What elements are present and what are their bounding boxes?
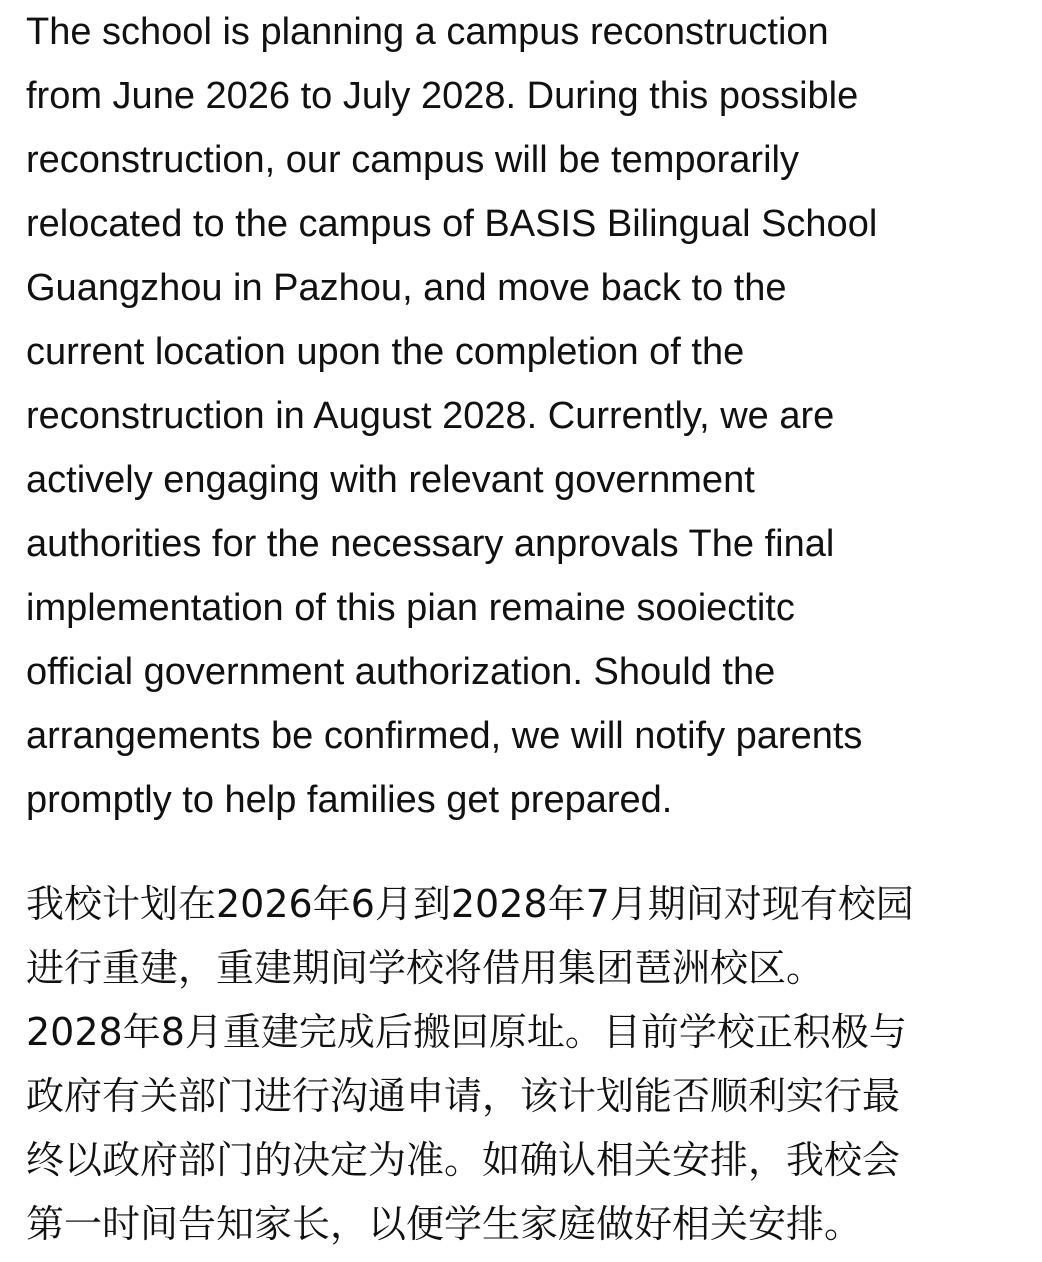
chinese-line: 我校计划在2026年6月到2028年7月期间对现有校园: [26, 882, 914, 926]
chinese-line: 终以政府部门的决定为准。如确认相关安排，我校会: [26, 1138, 901, 1182]
english-line: reconstruction in August 2028. Currently, we are: [26, 395, 835, 437]
english-line: reconstruction, our campus will be temporarily: [26, 139, 799, 181]
english-paragraph: [26, 0, 1026, 832]
english-line: authorities for the necessary anprovals The final: [26, 523, 835, 565]
english-line: Guangzhou in Pazhou, and move back to the: [26, 267, 787, 309]
english-line: promptly to help families get prepared.: [26, 779, 673, 821]
english-line: relocated to the campus of BASIS Bilingual School: [26, 203, 878, 245]
english-line: current location upon the completion of the: [26, 331, 745, 373]
chinese-line: 第一时间告知家长，以便学生家庭做好相关安排。: [26, 1202, 863, 1246]
chinese-line: 政府有关部门进行沟通申请，该计划能否顺利实行最: [26, 1074, 901, 1118]
english-line: implementation of this pian remaine sooiectitc: [26, 587, 795, 629]
english-line: official government authorization. Should the: [26, 651, 776, 693]
chinese-paragraph: [26, 872, 1026, 1256]
english-line: The school is planning a campus reconstruction: [26, 11, 829, 53]
english-line: arrangements be confirmed, we will notify parents: [26, 715, 863, 757]
english-line: actively engaging with relevant government: [26, 459, 755, 501]
english-line: from June 2026 to July 2028. During this possible: [26, 75, 859, 117]
chinese-line: 2028年8月重建完成后搬回原址。目前学校正积极与: [26, 1010, 907, 1054]
chinese-line: 进行重建，重建期间学校将借用集团琶洲校区。: [26, 946, 825, 990]
